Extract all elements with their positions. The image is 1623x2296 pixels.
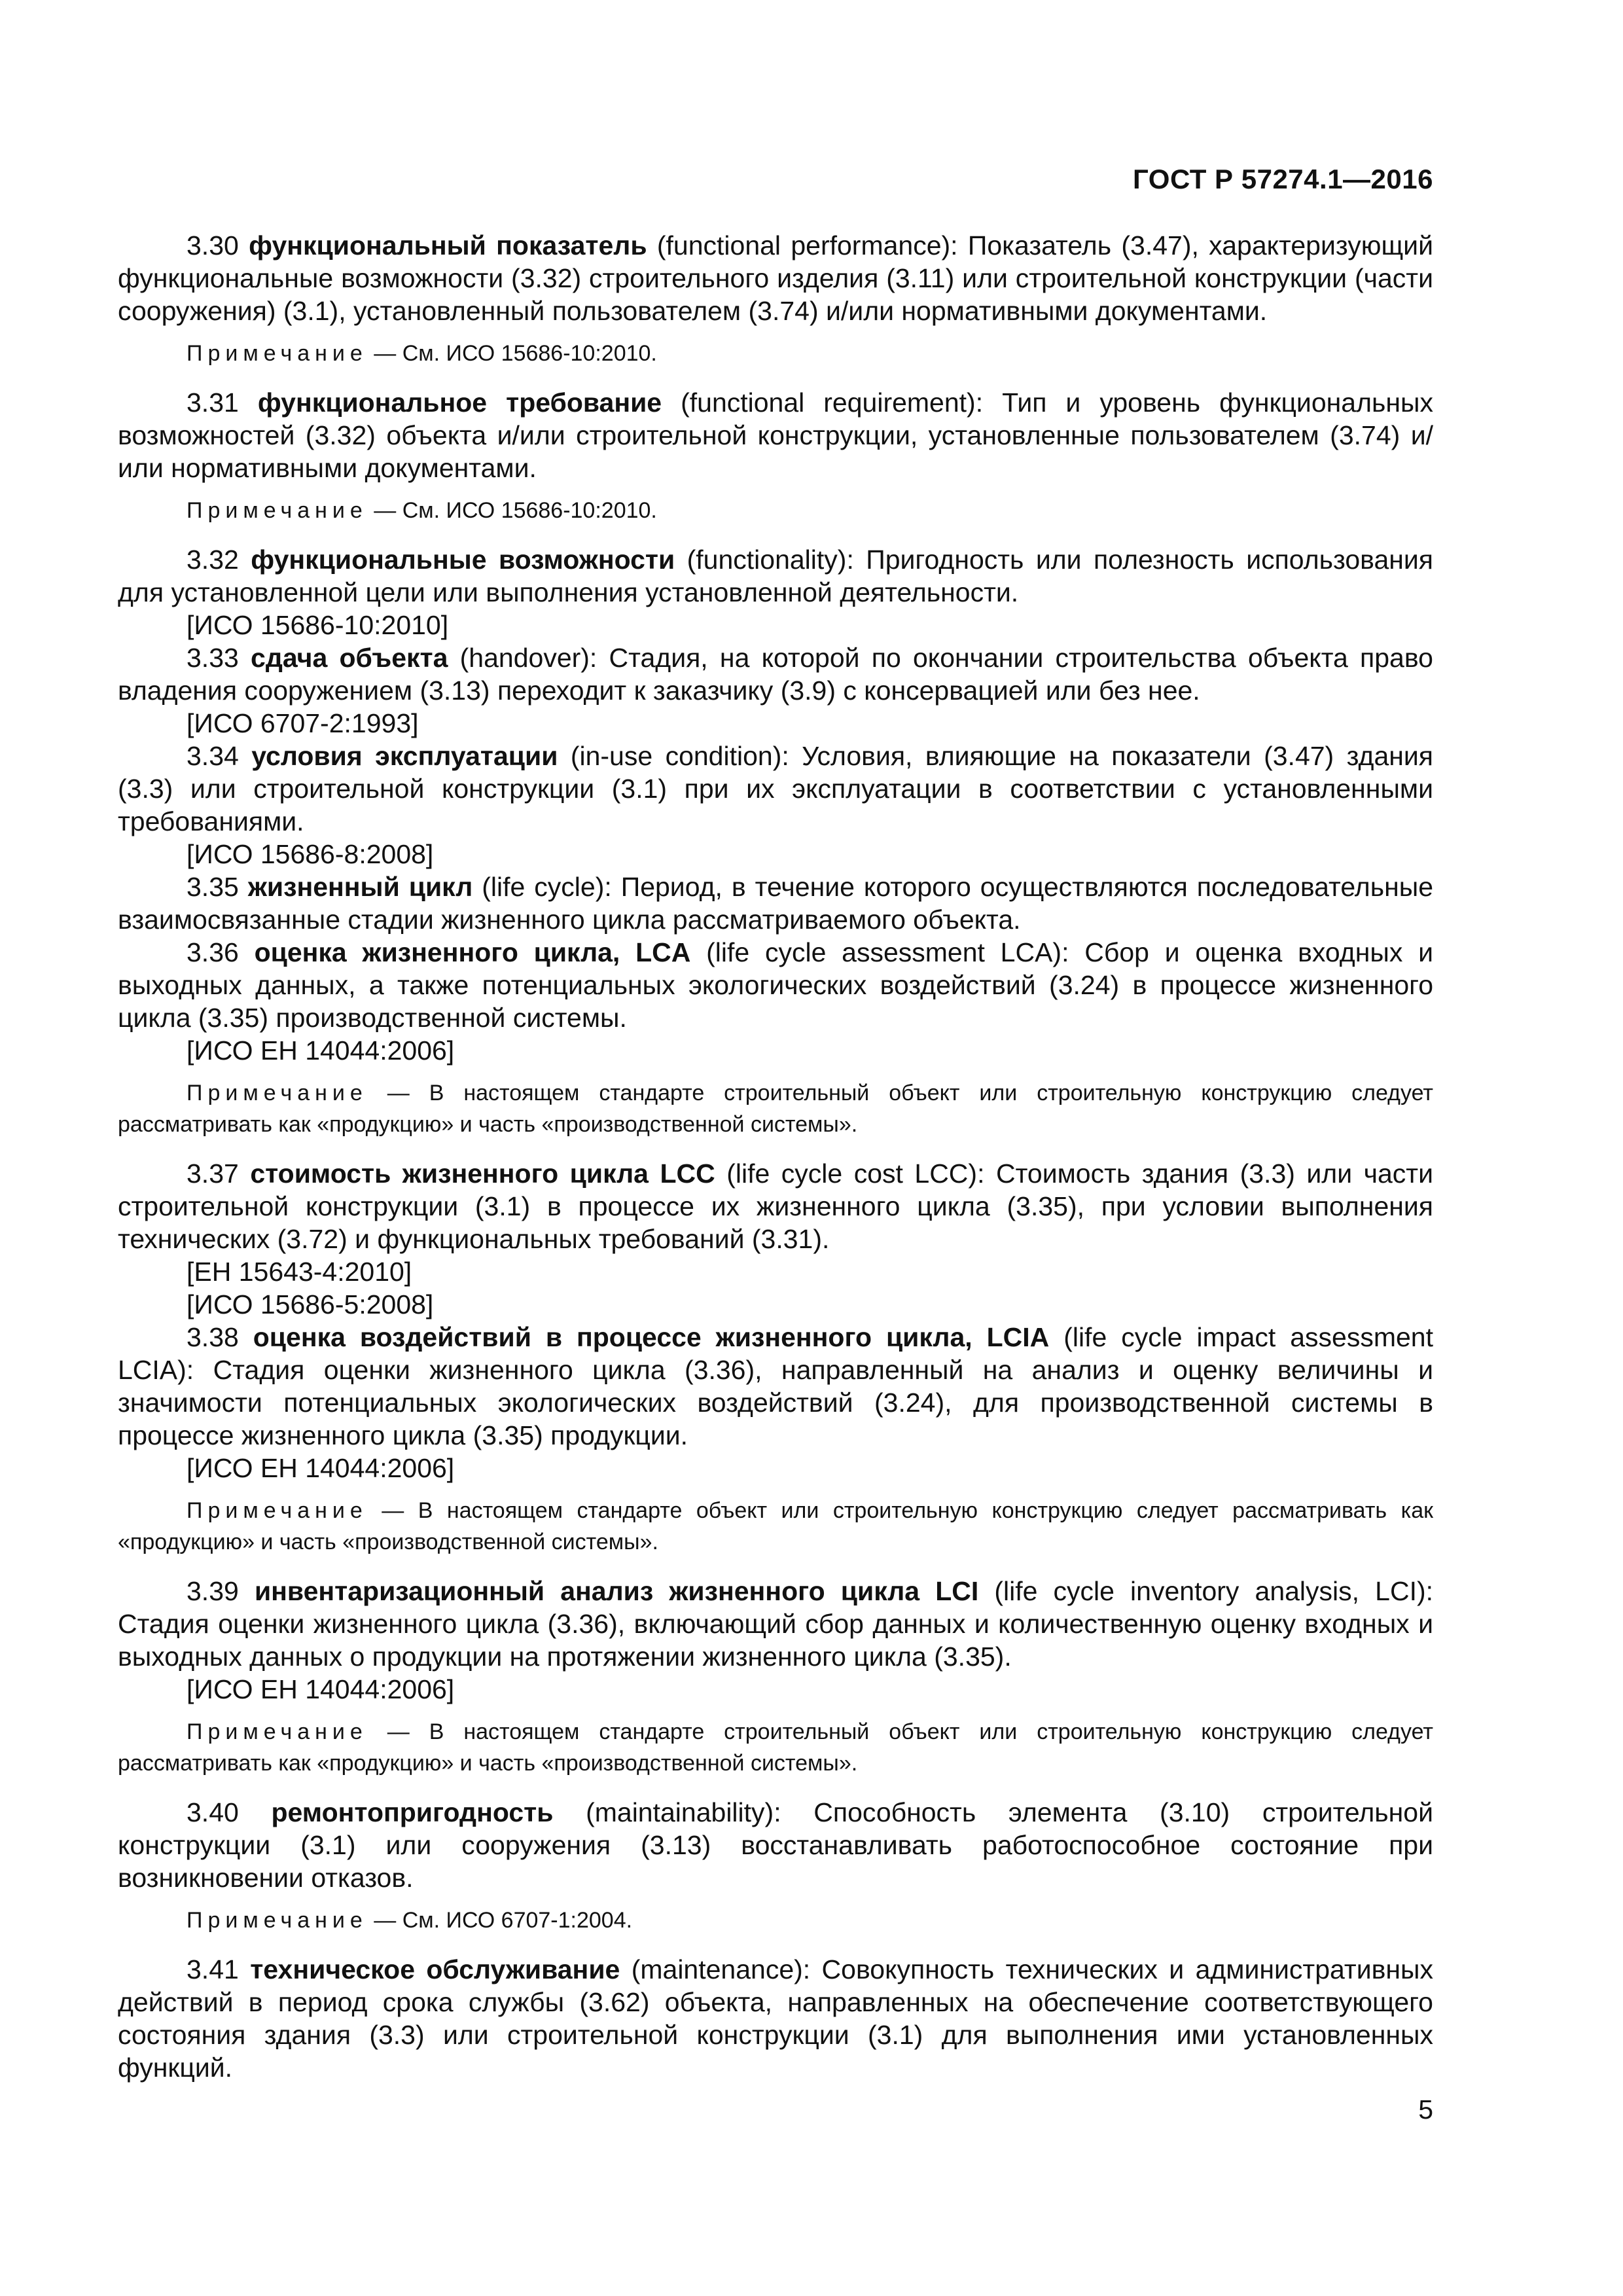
entry-text: (life cycle): Период, в течение которого осуществляются последовательные взаимосвязанные стадии жизненного цикла рассматриваемого объекта. (118, 872, 1433, 935)
note-text: — См. ИСО 15686-10:2010. (374, 498, 657, 523)
entry-term: функциональные возможности (251, 545, 675, 575)
entry-text: (functional requirement): Тип и уровень функциональных возможностей (3.32) объекта и/или строительной конструкции, установленные пользователем (3.74) и/или нормативными документами. (118, 387, 1433, 483)
entry-term: функциональное требование (257, 387, 662, 418)
definition-3-32 (118, 543, 1433, 609)
entry-text: (life cycle inventory analysis, LCI): Стадия оценки жизненного цикла (3.36), включающий сбор данных и количественную оценку входных и выходных данных о продукции на протяжении жизненного цикла (3.35). (118, 1576, 1433, 1672)
source-3-34: [ИСО 15686-8:2008] (187, 839, 434, 869)
entry-number: 3.34 (187, 741, 239, 771)
definition-3-37 (118, 1157, 1433, 1255)
source-3-36: [ИСО ЕН 14044:2006] (187, 1035, 455, 1066)
entry-term: ремонтопригодность (271, 1797, 554, 1827)
source-3-37-b: [ИСО 15686-5:2008] (187, 1289, 434, 1319)
entry-text: (life cycle cost LCC): Стоимость здания (3.3) или части строительной конструкции (3.1) в процессе их жизненного цикла (3.35), при условии выполнения технических (3.72) и функциональных требований (3.31). (118, 1158, 1433, 1254)
note-label: Примечание (187, 1908, 368, 1933)
note-label: Примечание (187, 1719, 368, 1744)
entry-term: стоимость жизненного цикла LCC (250, 1158, 715, 1189)
entry-number: 3.37 (187, 1158, 239, 1189)
definition-3-30 (118, 229, 1433, 327)
entry-term: оценка жизненного цикла, LCA (254, 937, 691, 967)
entry-text: (life cycle assessment LCA): Сбор и оценка входных и выходных данных, а также потенциальных экологических воздействий (3.24) в процессе жизненного цикла (3.35) производственной системы. (118, 937, 1433, 1033)
note-label: Примечание (187, 341, 368, 366)
entry-text: (in-use condition): Условия, влияющие на показатели (3.47) здания (3.3) или строительной конструкции (3.1) при их эксплуатации в соответствии с установленными требованиями. (118, 741, 1434, 836)
definition-3-34 (118, 740, 1433, 838)
source-3-33: [ИСО 6707-2:1993] (187, 708, 419, 738)
entry-number: 3.31 (187, 387, 239, 418)
entry-text: (functional performance): Показатель (3.47), характеризующий функциональные возможности (3.32) строительного изделия (3.11) или строительной конструкции (части сооружения) (3.1), установленный пользователем (3.74) и/или нормативными документами. (118, 230, 1433, 326)
note-label: Примечание (187, 498, 368, 523)
definition-3-33 (118, 641, 1433, 707)
note-3-40 (118, 1905, 1433, 1936)
definition-3-36 (118, 936, 1433, 1034)
entry-term: оценка воздействий в процессе жизненного цикла, LCIA (253, 1322, 1050, 1352)
entry-term: инвентаризационный анализ жизненного цикла LCI (254, 1576, 979, 1606)
entry-term: жизненный цикл (247, 872, 473, 902)
entry-term: функциональный показатель (249, 230, 647, 260)
source-3-39: [ИСО ЕН 14044:2006] (187, 1674, 455, 1704)
note-text: — См. ИСО 6707-1:2004. (374, 1908, 633, 1933)
definition-3-41 (118, 1953, 1433, 2084)
entry-number: 3.38 (187, 1322, 239, 1352)
entry-text: (maintainability): Способность элемента (3.10) строительной конструкции (3.1) или сооружения (3.13) восстанавливать работоспособное состояние при возникновении отказов. (118, 1797, 1433, 1893)
definition-3-38 (118, 1321, 1433, 1452)
source-3-38: [ИСО ЕН 14044:2006] (187, 1453, 455, 1483)
note-3-36 (118, 1077, 1433, 1140)
entry-number: 3.35 (187, 872, 239, 902)
note-3-30 (118, 338, 1433, 369)
entry-term: сдача объекта (251, 643, 448, 673)
entry-number: 3.36 (187, 937, 239, 967)
entry-text: (maintenance): Совокупность технических и административных действий в период срока службы (3.62) объекта, направленных на обеспечение соответствующего состояния здания (3.3) или строительной конструкции (3.1) для выполнения ими установленных функций. (118, 1954, 1433, 2083)
entry-number: 3.30 (187, 230, 239, 260)
page-number: 5 (1418, 2094, 1433, 2125)
entry-number: 3.39 (187, 1576, 239, 1606)
note-3-39 (118, 1716, 1433, 1779)
note-text: — См. ИСО 15686-10:2010. (374, 341, 657, 366)
definition-3-40 (118, 1796, 1433, 1894)
note-label: Примечание (187, 1498, 368, 1523)
entry-term: условия эксплуатации (251, 741, 558, 771)
entry-number: 3.41 (187, 1954, 239, 1984)
entry-number: 3.40 (187, 1797, 239, 1827)
entry-term: техническое обслуживание (250, 1954, 620, 1984)
source-3-37-a: [ЕН 15643-4:2010] (187, 1257, 412, 1287)
document-body (118, 229, 1433, 2084)
definition-3-35 (118, 870, 1433, 936)
source-3-32: [ИСО 15686-10:2010] (187, 610, 449, 640)
note-text: — В настоящем стандарте строительный объект или строительную конструкцию следует рассматривать как «продукцию» и часть «производственной системы». (118, 1081, 1433, 1137)
note-3-38 (118, 1495, 1433, 1558)
entry-text: (life cycle impact assessment LCIA): Стадия оценки жизненного цикла (3.36), направленный на анализ и оценку величины и значимости потенциальных экологических воздействий (3.24), для производственной системы в процессе жизненного цикла (3.35) продукции. (118, 1322, 1433, 1450)
definition-3-31 (118, 386, 1433, 484)
note-text: — В настоящем стандарте объект или строительную конструкцию следует рассматривать как «продукцию» и часть «производственной системы». (118, 1498, 1433, 1554)
note-label: Примечание (187, 1081, 368, 1105)
note-3-31 (118, 495, 1433, 526)
document-id-header: ГОСТ Р 57274.1—2016 (1133, 164, 1433, 194)
definition-3-39 (118, 1575, 1433, 1673)
entry-number: 3.33 (187, 643, 239, 673)
note-text: — В настоящем стандарте строительный объект или строительную конструкцию следует рассматривать как «продукцию» и часть «производственной системы». (118, 1719, 1433, 1776)
entry-number: 3.32 (187, 545, 239, 575)
entry-text: (functionality): Пригодность или полезность использования для установленной цели или выполнения установленной деятельности. (118, 545, 1434, 607)
entry-text: (handover): Стадия, на которой по окончании строительства объекта право владения сооружением (3.13) переходит к заказчику (3.9) с консервацией или без нее. (118, 643, 1433, 706)
